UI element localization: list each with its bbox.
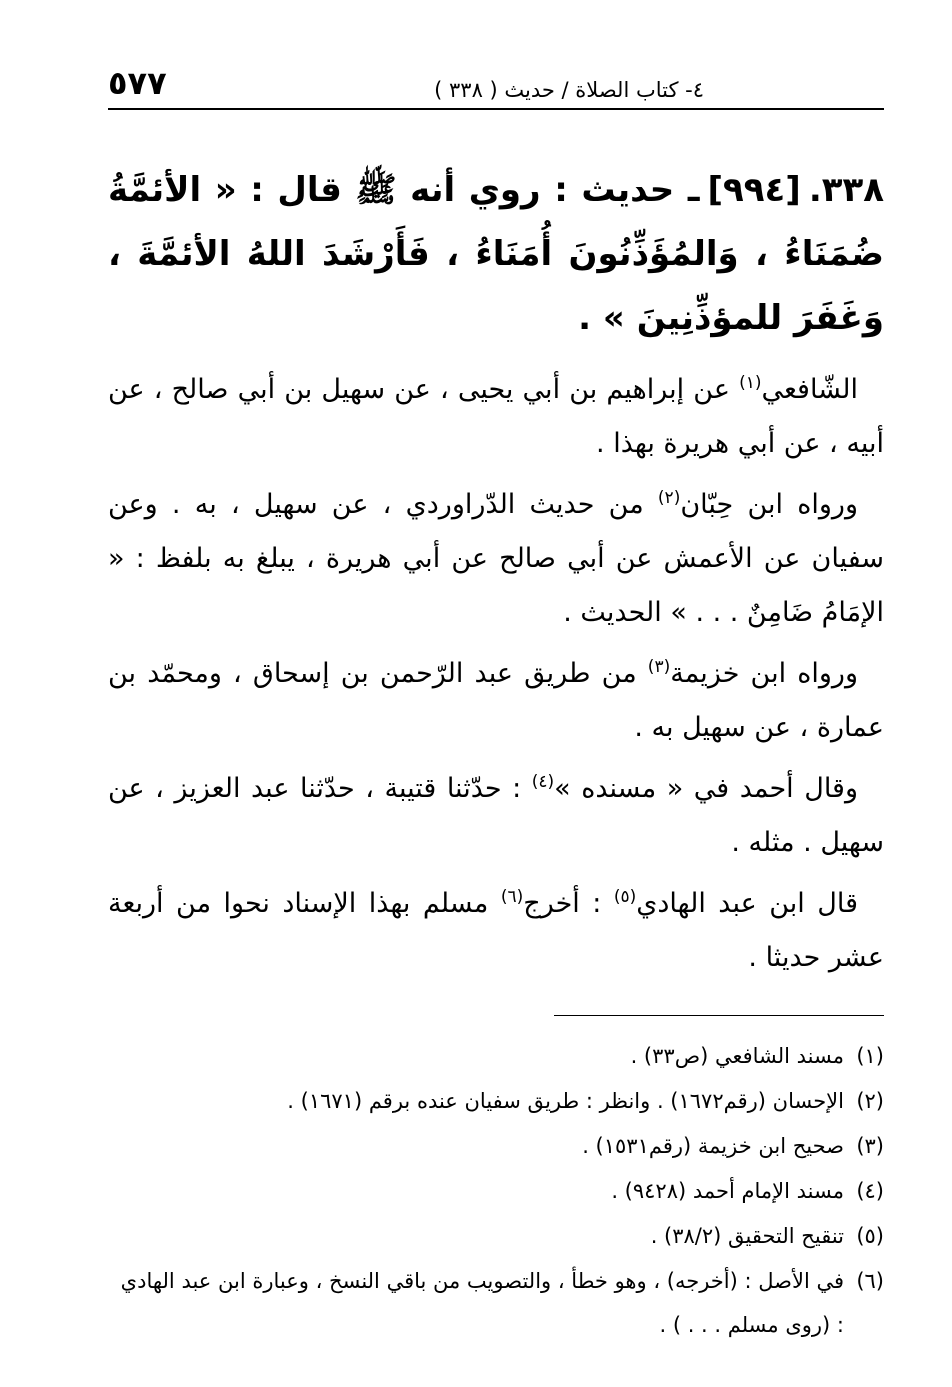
footnote-text: تنقيح التحقيق (٣٨/٢) . <box>650 1224 844 1248</box>
hadith-text: ـ حديث : روي أنه ﷺ قال : « الأئمَّةُ ضُمَنَاءُ ، وَالمُؤَذِّنُونَ أُمَنَاءُ ، فَأَرْشَدَ اللهُ الأئمَّةَ ، وَغَفَرَ للمؤذِّنِينَ » . <box>108 170 884 338</box>
paragraph-text: من طريق عبد الرّحمن بن إسحاق ، ومحمّد بن عمارة ، عن سهيل به . <box>108 658 884 743</box>
footnote-mark: (٢) <box>856 1089 884 1113</box>
footnote-mark: (٤) <box>856 1179 884 1203</box>
footnotes <box>108 1034 884 1347</box>
page-header <box>108 58 884 110</box>
paragraph-text: مسلم بهذا الإسناد نحوا من أربعة عشر حديثا . <box>108 888 884 973</box>
footnote-reference: (٦) <box>500 887 524 907</box>
paragraph-text: ورواه ابن حِبّان <box>680 489 859 520</box>
paragraph-text: من حديث الدّراوردي ، عن سهيل ، به . وعن سفيان عن الأعمش عن أبي صالح عن أبي هريرة ، يبلغ به بلفظ : « الإمَامُ ضَامِنٌ . . . » الحديث . <box>108 489 884 628</box>
footnote-text: صحيح ابن خزيمة (رقم١٥٣١) . <box>582 1134 844 1158</box>
running-title: ٤- كتاب الصلاة / حديث ( ٣٣٨ ) <box>434 78 704 102</box>
paragraph <box>108 640 884 755</box>
footnote-text: مسند الشافعي (ص٣٣) . <box>630 1044 844 1068</box>
paragraph <box>108 471 884 640</box>
paragraph <box>108 755 884 870</box>
footnote-reference: (٥) <box>613 887 637 907</box>
footnote-mark: (١) <box>856 1044 884 1068</box>
page-number: ٥٧٧ <box>108 64 167 102</box>
paragraph-text: ورواه ابن خزيمة <box>670 658 858 689</box>
footnote <box>108 1034 884 1079</box>
footnote-reference: (٤) <box>531 772 555 792</box>
footnote-text: في الأصل : (أخرجه) ، وهو خطأ ، والتصويب من باقي النسخ ، وعبارة ابن عبد الهادي : (روى مسلم . . . ) . <box>120 1269 844 1337</box>
paragraph <box>108 356 884 471</box>
footnote-mark: (٦) <box>856 1269 884 1293</box>
book-page <box>108 58 884 1358</box>
commentary-body <box>108 356 884 985</box>
footnote-separator <box>554 1015 884 1016</box>
footnote-text: مسند الإمام أحمد (٩٤٢٨) . <box>611 1179 844 1203</box>
paragraph-text: الشّافعي <box>761 374 858 405</box>
paragraph <box>108 870 884 985</box>
footnote-mark: (٣) <box>856 1134 884 1158</box>
paragraph-text: : حدّثنا قتيبة ، حدّثنا عبد العزيز ، عن سهيل . مثله . <box>108 773 884 858</box>
footnote <box>108 1169 884 1214</box>
hadith-sub-number: [٩٩٤] <box>707 170 801 210</box>
paragraph-text: : أخرج <box>523 888 614 919</box>
footnote <box>108 1079 884 1124</box>
footnote-separator-wrap <box>108 985 884 1034</box>
paragraph-text: وقال أحمد في « مسنده » <box>554 773 858 804</box>
footnote <box>108 1214 884 1259</box>
footnote <box>108 1124 884 1169</box>
footnote-reference: (٣) <box>647 657 671 677</box>
footnote-mark: (٥) <box>856 1224 884 1248</box>
footnote-reference: (٢) <box>657 488 681 508</box>
footnote-reference: (١) <box>739 373 762 393</box>
footnote <box>108 1259 884 1347</box>
paragraph-text: عن إبراهيم بن أبي يحيى ، عن سهيل بن أبي صالح ، عن أبيه ، عن أبي هريرة بهذا . <box>108 374 884 459</box>
hadith-number: ٣٣٨. <box>808 170 884 210</box>
paragraph-text: قال ابن عبد الهادي <box>636 888 859 919</box>
footnote-text: الإحسان (رقم١٦٧٢) . وانظر : طريق سفيان عنده برقم (١٦٧١) . <box>287 1089 844 1113</box>
hadith-heading <box>108 158 884 350</box>
